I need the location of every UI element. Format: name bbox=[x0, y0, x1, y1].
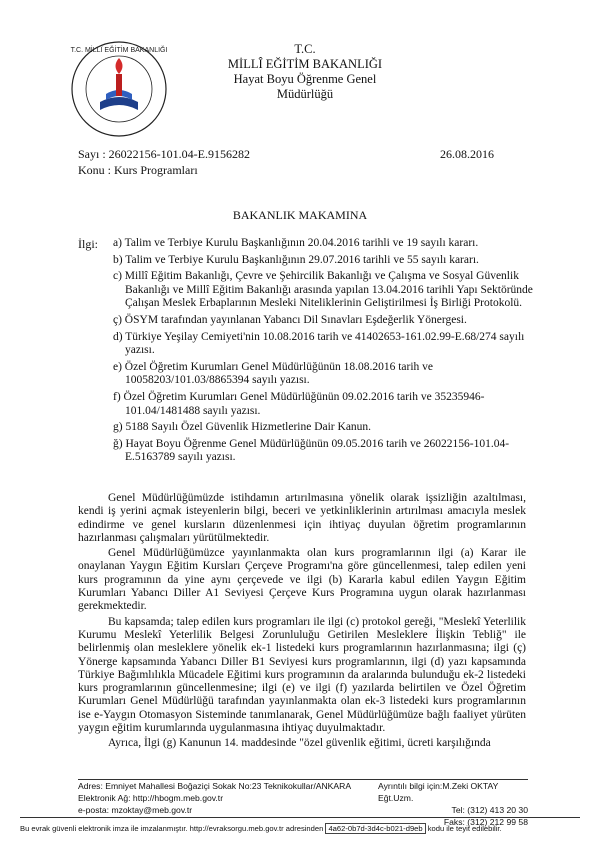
letter-body bbox=[78, 492, 526, 753]
verification-code: 4a62-0b7d-3d4c-b021-d9eb bbox=[325, 823, 425, 834]
header-tc: T.C. bbox=[294, 42, 316, 56]
footer-address-block bbox=[78, 780, 351, 816]
footer-divider-bottom bbox=[20, 817, 580, 818]
addressee: BAKANLIK MAKAMINA bbox=[232, 208, 368, 222]
reference-item: ğ) Hayat Boyu Öğrenme Genel Müdürlüğünün 09.05.2016 tarih ve 26022156-101.04-E.5163789 sayılı yazısı. bbox=[113, 437, 510, 464]
footer-contact-person: Ayrıntılı bilgi için:M.Zeki OKTAY Eğt.Uzm. bbox=[378, 781, 499, 803]
reference-item: a) Talim ve Terbiye Kurulu Başkanlığının 20.04.2016 tarihli ve 19 sayılı kararı. bbox=[113, 237, 479, 249]
reference-item: f) Özel Öğretim Kurumları Genel Müdürlüğünün 09.02.2016 tarih ve 35235946-101.04/1481488 sayılı yazısı. bbox=[113, 390, 485, 417]
footer-contact-block bbox=[378, 780, 528, 828]
letter-header bbox=[210, 42, 400, 102]
header-directorate: Hayat Boyu Öğrenme Genel Müdürlüğü bbox=[233, 72, 377, 101]
reference-item: ç) ÖSYM tarafından yayınlanan Yabancı Dil Sınavları Eşdeğerlik Yönergesi. bbox=[113, 313, 467, 326]
reference-item: e) Özel Öğretim Kurumları Genel Müdürlüğünün 18.08.2016 tarih ve 10058203/101.03/8865394 sayılı yazısı. bbox=[113, 360, 434, 387]
reference-item: c) Millî Eğitim Bakanlığı, Çevre ve Şehircilik Bakanlığı ve Çalışma ve Sosyal Güvenlik Bakanlığı ve Millî Eğitim Bakanlığı arasında yapılan 13.04.2016 tarihli Yapı Sektöründe Çalışan Meslek Erbaplarının Mesleki Niteliklerinin Geliştirilmesi İş Birliği Protokolü. bbox=[113, 270, 533, 310]
verification-suffix: kodu ile teyit edilebilir. bbox=[427, 824, 502, 833]
reference-list bbox=[113, 237, 533, 468]
body-paragraph: Ayrıca, İlgi (g) Kanunun 14. maddesinde "özel güvenlik eğitimi, ücreti karşılığında bbox=[108, 737, 491, 750]
reference-item: b) Talim ve Terbiye Kurulu Başkanlığının 29.07.2016 tarihli ve 55 sayılı kararı. bbox=[113, 253, 479, 266]
footer-address: Adres: Emniyet Mahallesi Boğaziçi Sokak No:23 Teknikokullar/ANKARA bbox=[78, 781, 352, 791]
reference-item: d) Türkiye Yeşilay Cemiyeti'nin 10.08.2016 tarih ve 41402653-161.02.99-E.68/274 sayılı yazısı. bbox=[113, 330, 525, 357]
body-paragraph: Genel Müdürlüğümüzde istihdamın artırılmasına yönelik olarak işsizliğin azaltılması, kendi iş yerini açmak isteyenlerin bilgi, beceri ve yetkinliklerinin artırılması amacıyla meslek edindirme ve genel kursların düzenlenmesi için ihtiyaç duyulan öğretim programlarının hazırlanması çalışmaları yürütülmektedir. bbox=[78, 492, 526, 544]
footer-email[interactable]: e-posta: mzoktay@meb.gov.tr bbox=[78, 805, 193, 815]
body-paragraph: Genel Müdürlüğümüzce yayınlanmakta olan kurs programlarının ilgi (a) Karar ile onaylanan Yaygın Eğitim Kursları Çerçeve Programı'na göre güncellenmesi, talep edilen yeni kurs programının da yine aynı çerçevede ve ilgi (b) Kararla kabul edilen Yaygın Eğitim Kurumları Yabancı Diller A1 Seviyesi Çerçeve Kurs Programına uygun olarak hazırlanması gerekmektedir. bbox=[78, 547, 526, 613]
verification-note bbox=[20, 824, 580, 833]
footer-phone: Tel: (312) 413 20 30 bbox=[451, 805, 528, 815]
document-subject: Konu : Kurs Programları bbox=[78, 163, 198, 177]
verification-text: Bu evrak güvenli elektronik imza ile imzalanmıştır. http://evraksorgu.meb.gov.tr adresinden bbox=[20, 824, 324, 833]
footer-fax: Faks: (312) 212 99 58 bbox=[443, 817, 528, 827]
document-number: Sayı : 26022156-101.04-E.9156282 bbox=[78, 147, 250, 161]
document-date: 26.08.2016 bbox=[440, 147, 494, 161]
footer-web-link[interactable]: Elektronik Ağ: http://hbogm.meb.gov.tr bbox=[78, 793, 224, 803]
svg-text:T.C. MİLLÎ EĞİTİM BAKANLIĞI: T.C. MİLLÎ EĞİTİM BAKANLIĞI bbox=[70, 47, 168, 54]
header-ministry: MİLLÎ EĞİTİM BAKANLIĞI bbox=[227, 57, 383, 71]
ministry-logo bbox=[70, 40, 168, 138]
body-paragraph: Bu kapsamda; talep edilen kurs programları ile ilgi (c) protokol gereği, "Meslekî Yeterlilik Kurumu Meslekî Yeterlilik Belgesi Zorunluluğu Getirilen Mesleklere İlişkin Tebliğ" ile belirlenmiş olan mesleklere yönelik ek-1 listedeki kurs programlarının hazırlanmasına; ilgi (ç) Yönerge kapsamında Yabancı Diller B1 Seviyesi kurs programlarının, ilgi (d) yazı kapsamında Türkiye Bağımlılıkla Mücadele Eğitimi kurs programının da aralarında bulunduğu ek-2 listedeki kurs programlarının güncellenmesine; ilgi (e) ve ilgi (f) yazılarda belirtilen ve Özel Öğretim Kurumları Genel Müdürlüğü tarafından yayınlanmakta olan ek-3 listedeki kurs programlarının ise e-Yaygın Otomasyon Sisteminde tanımlanarak, Genel Müdürlüğümüze bağlı faaliyet yürüten yaygın eğitim kurumlarında uygulanmasına ihtiyaç duyulmaktadır. bbox=[78, 615, 526, 735]
reference-label: İlgi: bbox=[78, 237, 98, 251]
reference-item: g) 5188 Sayılı Özel Güvenlik Hizmetlerine Dair Kanun. bbox=[113, 421, 372, 434]
